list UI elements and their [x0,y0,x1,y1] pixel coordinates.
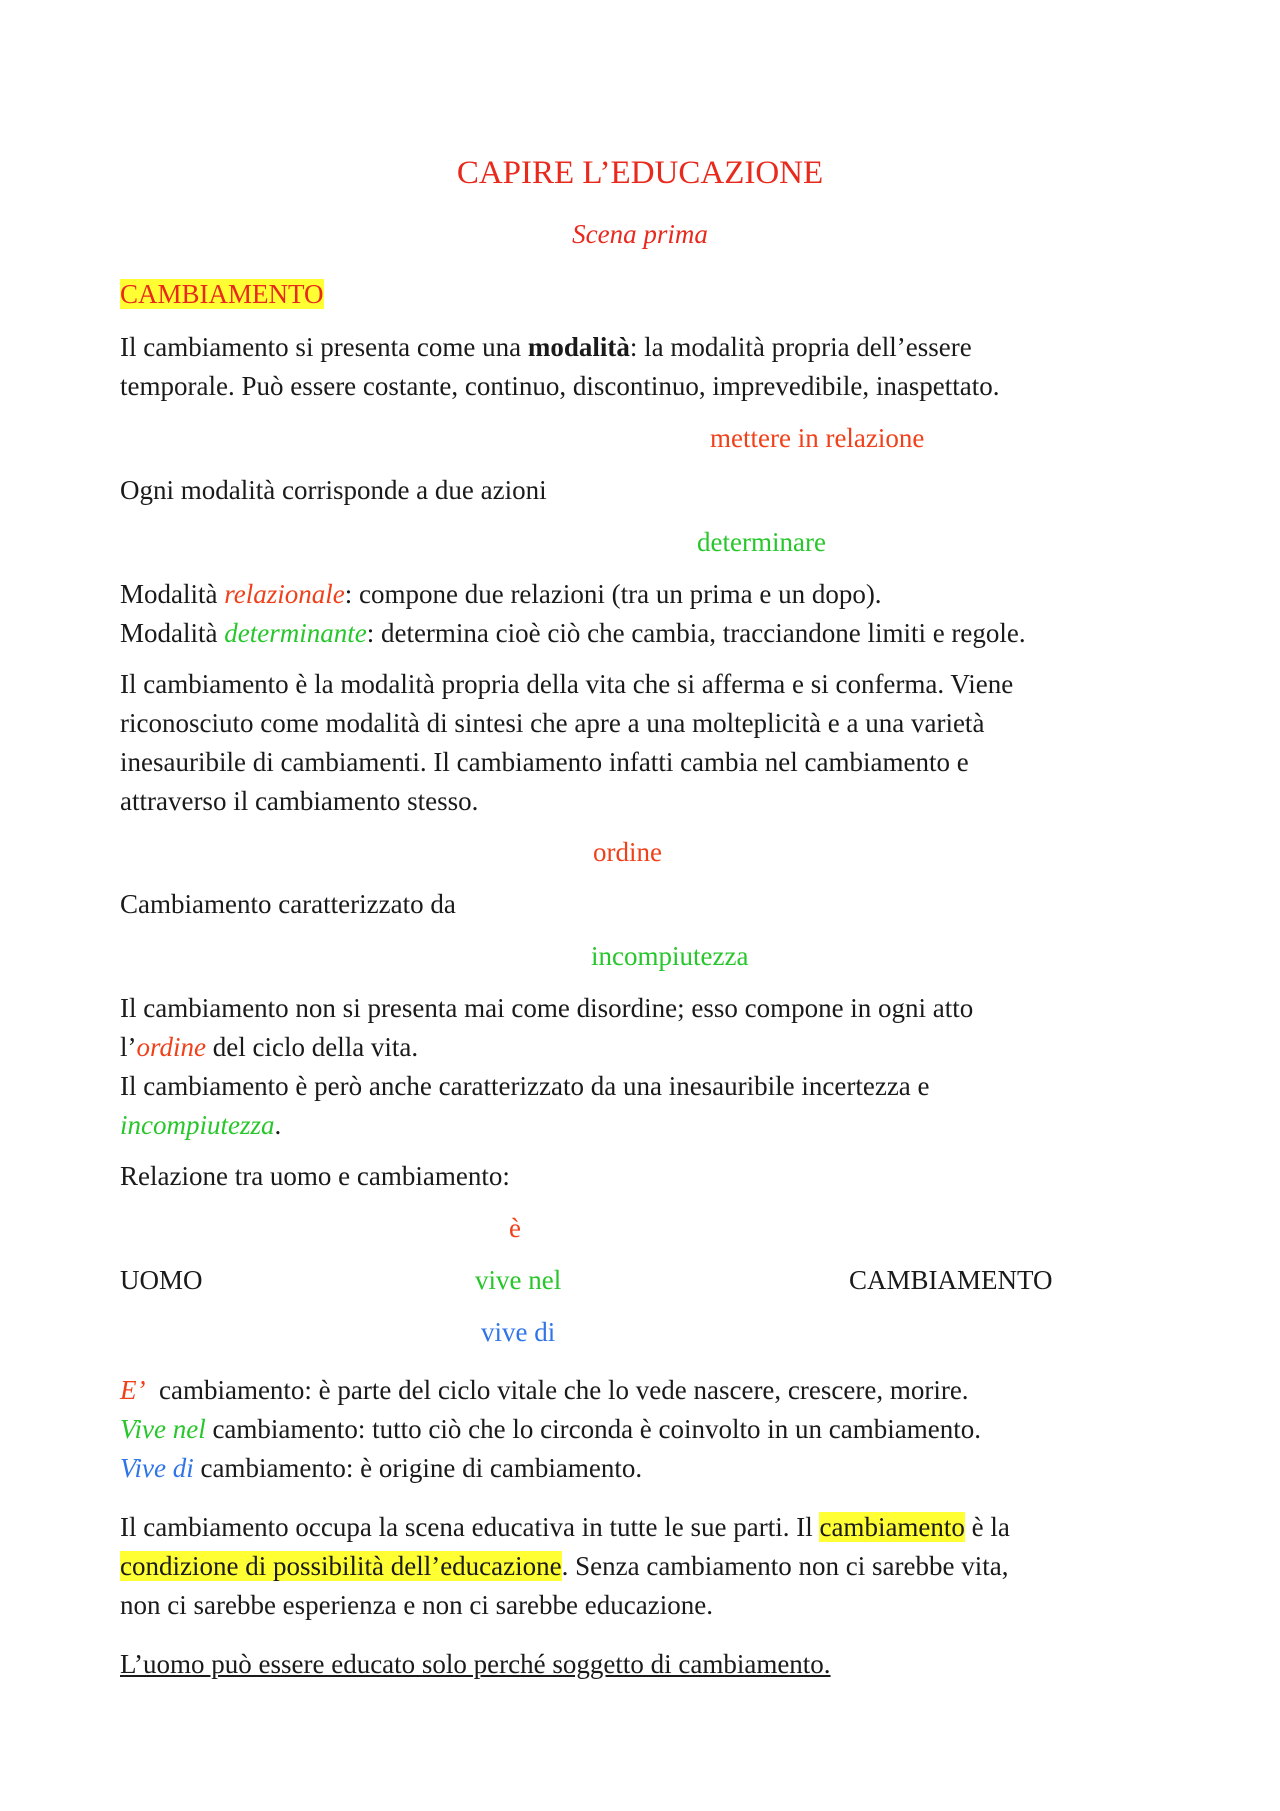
paragraph-6-line-2: Vive nel cambiamento: tutto ciò che lo circonda è coinvolto in un cambiamento. [120,1414,981,1444]
diagram-1-bottom-label: determinare [697,527,826,557]
term-vive-di: Vive di [120,1453,194,1483]
term-ordine: ordine [136,1032,206,1062]
term-vive-nel: Vive nel [120,1414,206,1444]
diagram-2-bottom-label: incompiutezza [591,941,749,971]
paragraph-5: Relazione tra uomo e cambiamento: [120,1161,510,1191]
diagram-2-left-text: Cambiamento caratterizzato da [120,889,456,919]
section-heading-text: CAMBIAMENTO [120,279,324,309]
term-determinante: determinante [224,618,367,648]
paragraph-4-line-1: Il cambiamento non si presenta mai come disordine; esso compone in ogni atto [120,993,974,1023]
paragraph-1-line-2: temporale. Può essere costante, continuo, discontinuo, imprevedibile, inaspettato. [120,371,1000,401]
paragraph-4-line-3: Il cambiamento è però anche caratterizzato da una inesauribile incertezza e [120,1071,930,1101]
diagram-3-top-label: è [509,1213,521,1243]
highlight-condizione: condizione di possibilità dell’educazione [120,1551,562,1581]
diagram-3-left-label: UOMO [120,1265,203,1295]
paragraph-7-line-3: non ci sarebbe esperienza e non ci sarebbe educazione. [120,1590,713,1620]
diagram-3-middle-label: vive nel [475,1265,562,1295]
paragraph-3-line-4: attraverso il cambiamento stesso. [120,786,479,816]
term-e: E’ [120,1375,146,1405]
paragraph-3-line-1: Il cambiamento è la modalità propria della vita che si afferma e si conferma. Viene [120,669,1014,699]
paragraph-3-line-3: inesauribile di cambiamenti. Il cambiamento infatti cambia nel cambiamento e [120,747,969,777]
term-relazionale: relazionale [224,579,345,609]
bold-term-modalita: modalità [527,332,630,362]
diagram-1-top-label: mettere in relazione [710,423,925,453]
section-heading [120,275,324,313]
paragraph-4-line-2: l’ordine del ciclo della vita. [120,1032,419,1062]
highlight-cambiamento: cambiamento [819,1512,965,1542]
paragraph-7-line-2: condizione di possibilità dell’educazione. Senza cambiamento non ci sarebbe vita, [120,1551,1009,1581]
term-incompiutezza: incompiutezza [120,1110,275,1140]
document-subtitle: Scena prima [572,219,708,249]
document-title: CAPIRE L’EDUCAZIONE [456,155,824,191]
diagram-3-right-label: CAMBIAMENTO [849,1265,1053,1295]
paragraph-2-line-2: Modalità determinante: determina cioè ciò che cambia, tracciandone limiti e regole. [120,618,1026,648]
diagram-3-bottom-label: vive di [481,1317,556,1347]
paragraph-2-line-1: Modalità relazionale: compone due relazioni (tra un prima e un dopo). [120,579,882,609]
paragraph-3-line-2: riconosciuto come modalità di sintesi che apre a una molteplicità e a una varietà [120,708,985,738]
paragraph-6-line-3: Vive di cambiamento: è origine di cambiamento. [120,1453,643,1483]
diagram-1-left-text: Ogni modalità corrisponde a due azioni [120,475,547,505]
paragraph-7-line-1: Il cambiamento occupa la scena educativa in tutte le sue parti. Il cambiamento è la [120,1512,1010,1542]
paragraph-6-line-1: E’ cambiamento: è parte del ciclo vitale che lo vede nascere, crescere, morire. [120,1375,969,1405]
closing-statement: L’uomo può essere educato solo perché soggetto di cambiamento. [120,1649,831,1679]
paragraph-1-line-1: Il cambiamento si presenta come una modalità: la modalità propria dell’essere [120,332,972,362]
diagram-2-top-label: ordine [593,837,662,867]
paragraph-4-line-4: incompiutezza. [120,1110,282,1140]
